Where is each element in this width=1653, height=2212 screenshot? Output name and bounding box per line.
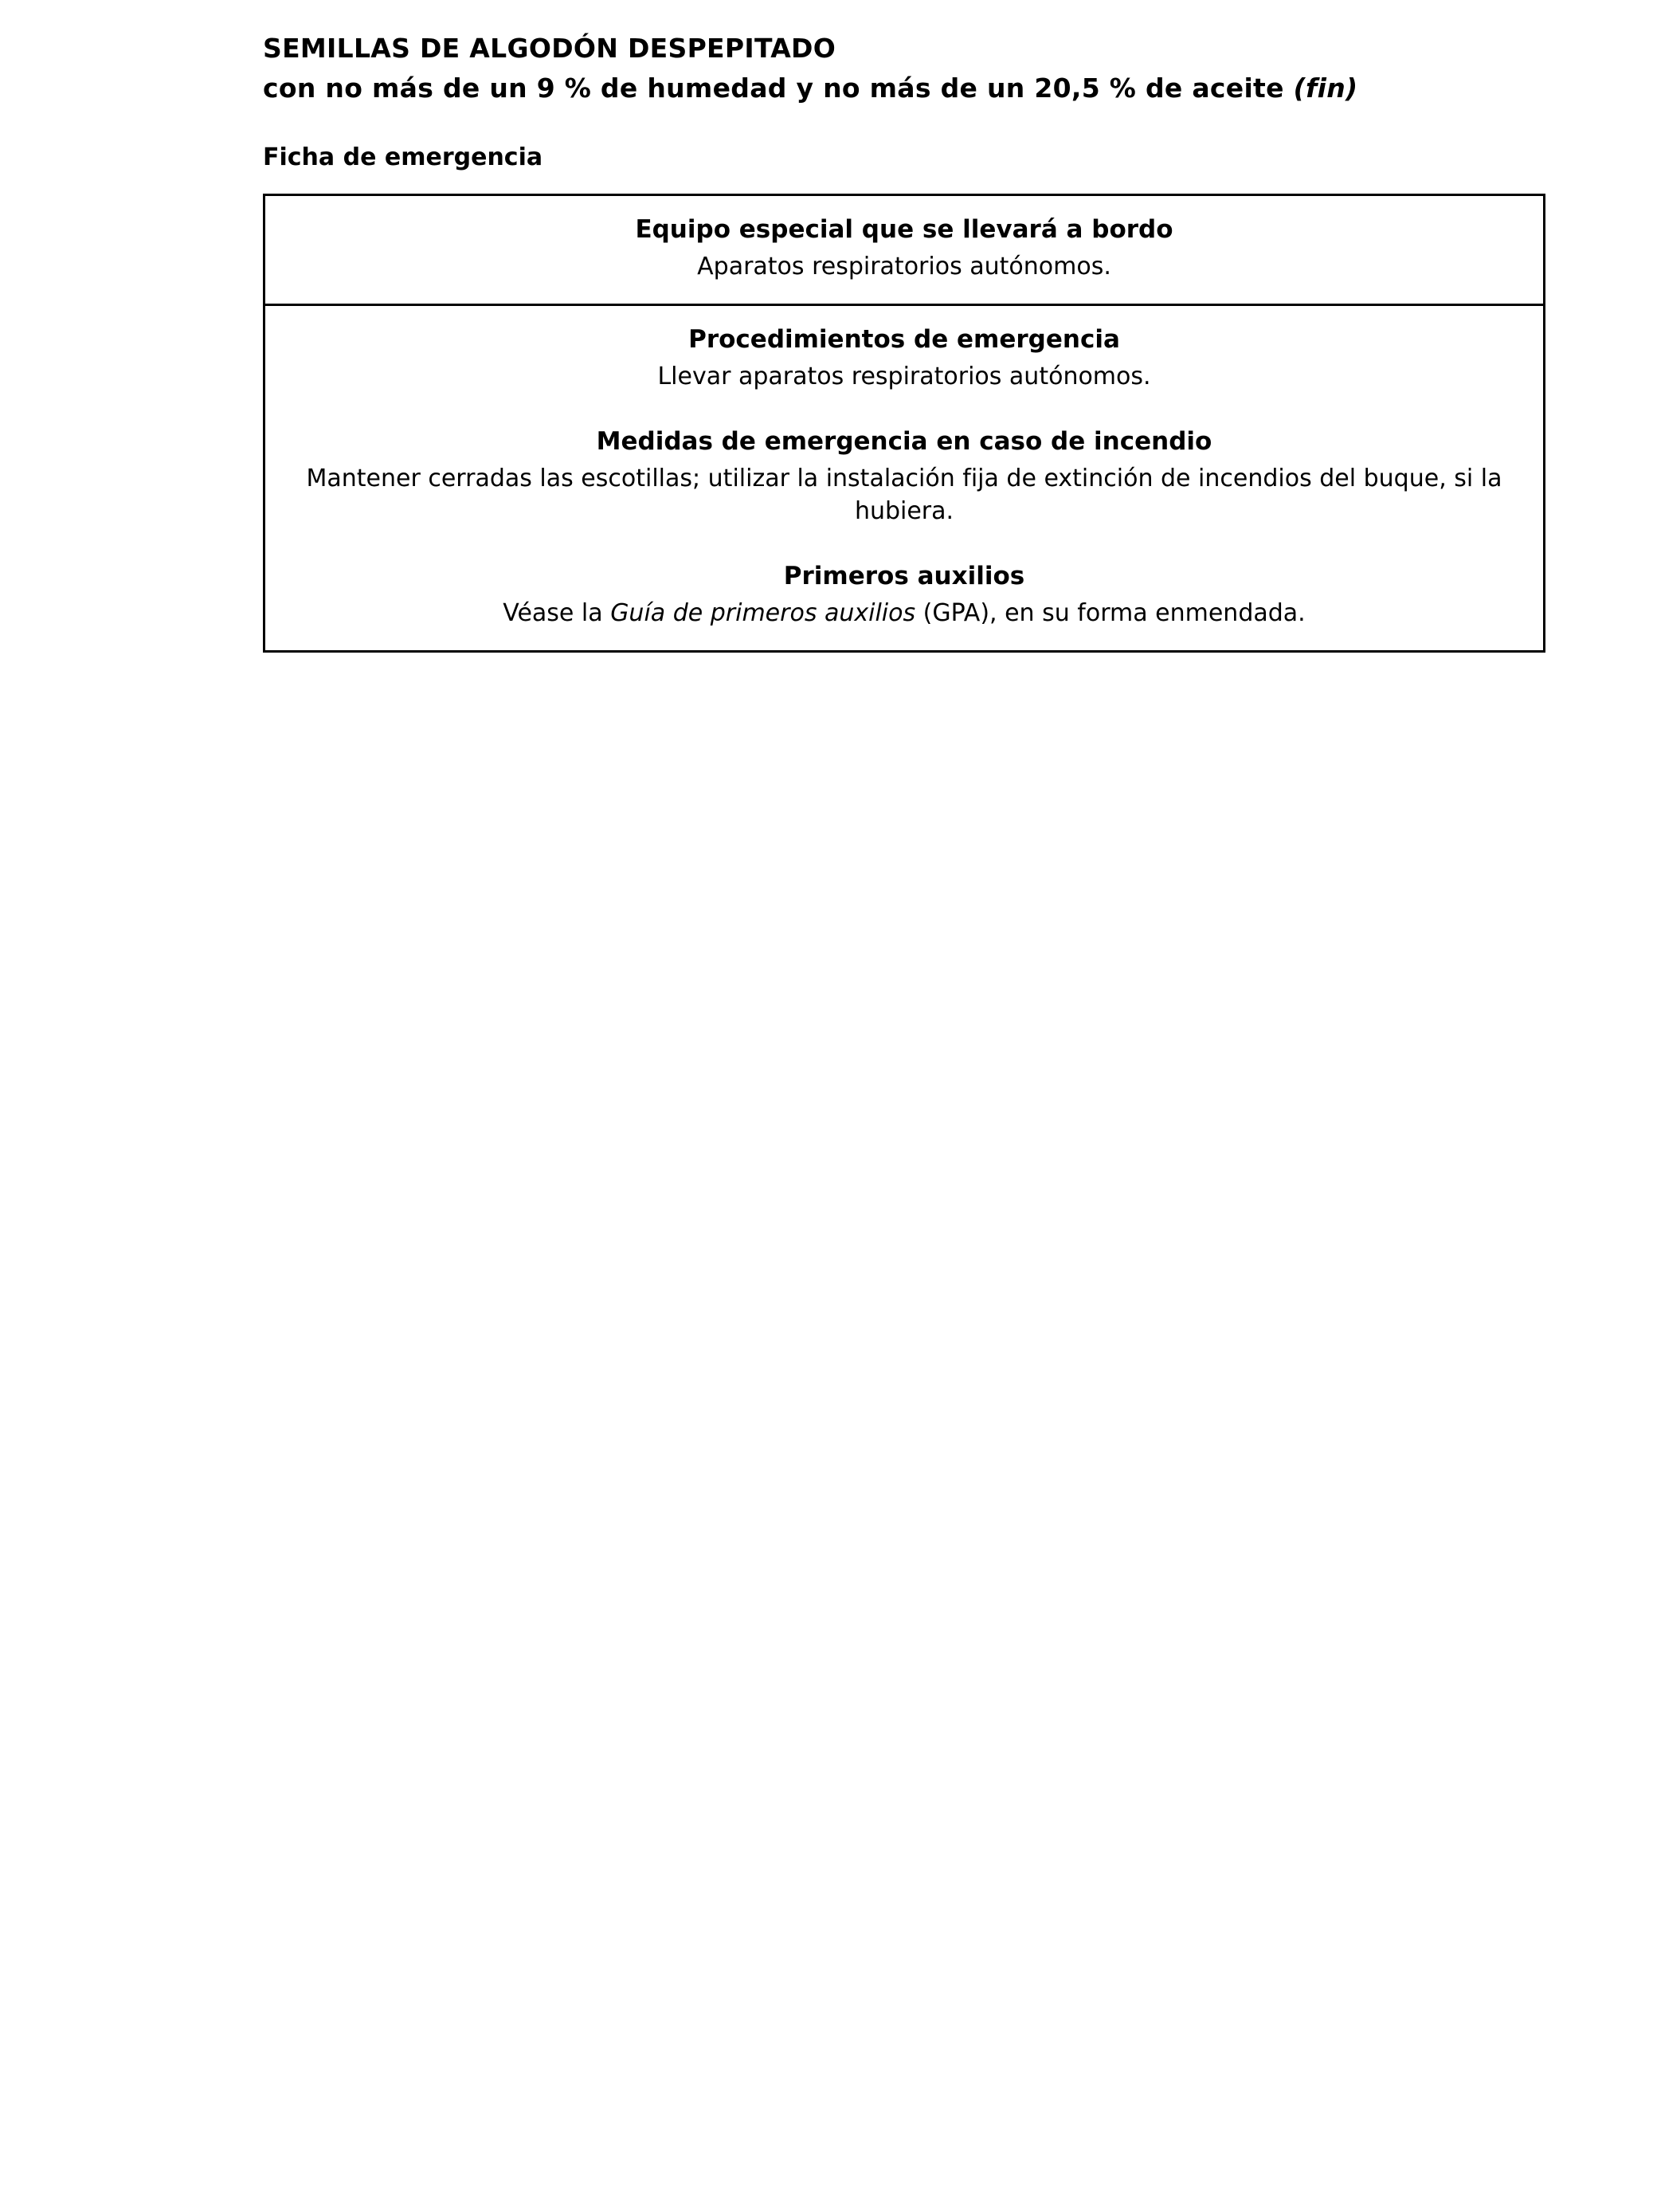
section-label-emergency-sheet: Ficha de emergencia xyxy=(263,143,543,171)
group-first-aid xyxy=(296,560,1513,630)
heading-first-aid: Primeros auxilios xyxy=(783,561,1025,590)
heading-emergency-procedures: Procedimientos de emergencia xyxy=(688,325,1120,355)
body-fire-measures: Mantener cerradas las escotillas; utilizar la instalación fija de extinción de incendios del buque, si la hubiera. xyxy=(306,465,1502,525)
first-aid-text-suffix: (GPA), en su forma enmendada. xyxy=(915,598,1306,627)
heading-special-equipment: Equipo especial que se llevará a bordo xyxy=(635,214,1173,244)
page-title-fin-marker: (fin) xyxy=(1293,72,1358,104)
page-title-line-1: SEMILLAS DE ALGODÓN DESPEPITADO xyxy=(263,33,836,64)
first-aid-guide-title: Guía de primeros auxilios xyxy=(610,598,916,627)
group-fire-measures xyxy=(296,426,1513,528)
body-emergency-procedures: Llevar aparatos respiratorios autónomos. xyxy=(657,363,1151,391)
first-aid-text-prefix: Véase la xyxy=(503,598,611,627)
page-title-line-2 xyxy=(263,72,1577,106)
page-title xyxy=(263,32,1577,106)
heading-fire-measures: Medidas de emergencia en caso de incendio xyxy=(596,427,1212,457)
card-section-procedures xyxy=(265,306,1543,650)
body-first-aid xyxy=(296,598,1513,630)
group-emergency-procedures xyxy=(296,324,1513,394)
emergency-schedule-card xyxy=(263,194,1545,653)
card-section-special-equipment xyxy=(265,196,1543,307)
body-special-equipment: Aparatos respiratorios autónomos. xyxy=(697,252,1111,280)
page-title-subtitle-text: con no más de un 9 % de humedad y no más de un 20,5 % de aceite xyxy=(263,72,1284,104)
